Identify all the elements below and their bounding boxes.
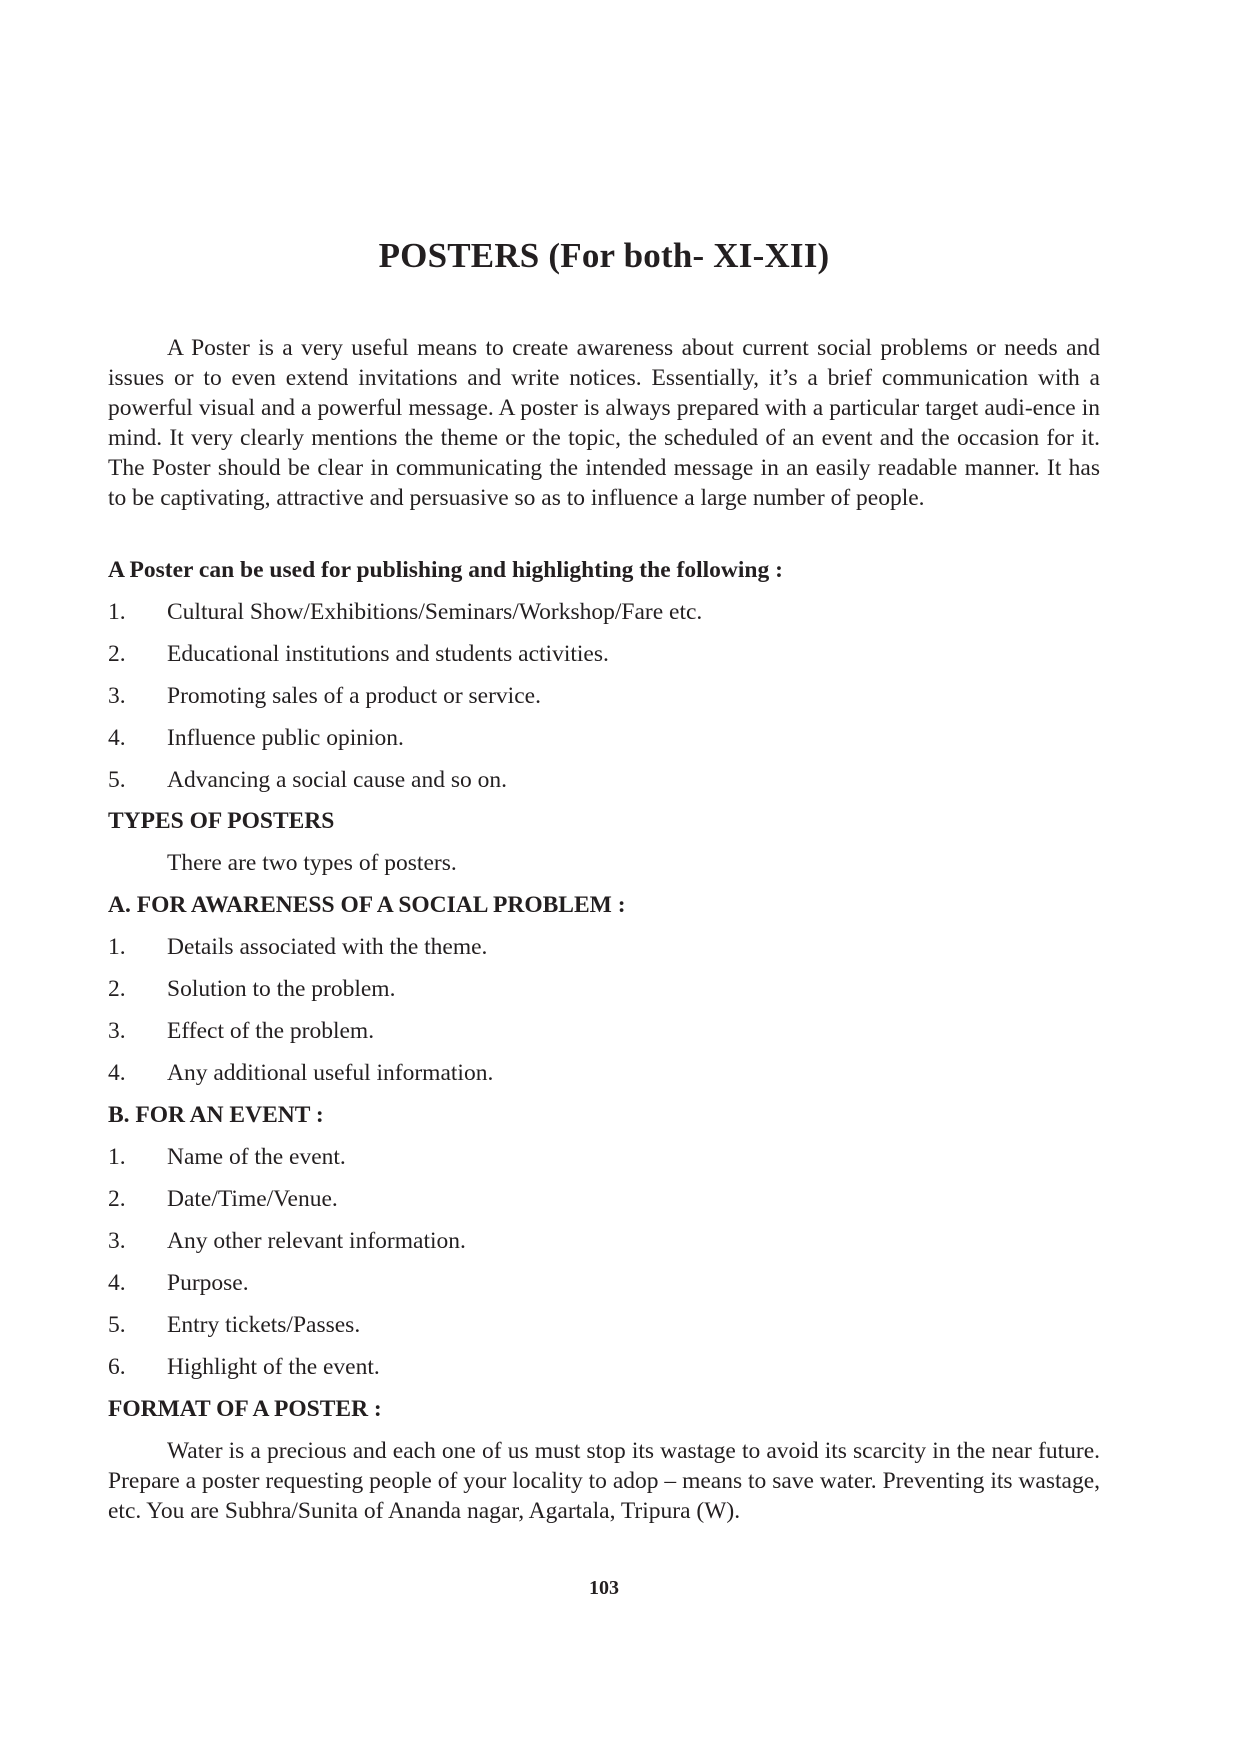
item-number: 4. (108, 725, 126, 751)
list-item (108, 932, 1100, 974)
list-item (108, 1184, 1100, 1226)
intro-paragraph: A Poster is a very useful means to create awareness about current social problems or needs and issues or to even extend invitations and write notices. Essentially, it’s a brief communication with a powerful visual and a powerful message. A poster is always prepared with a particular target audi-ence in mind. It very clearly mentions the theme or the topic, the scheduled of an event and the occasion for it. The Poster should be clear in communicating the intended message in an easily readable manner. It has to be captivating, attractive and persuasive so as to influence a large number of people. (108, 335, 1100, 511)
list-item (108, 639, 1100, 681)
item-text: Name of the event. (167, 1144, 346, 1170)
page-title: POSTERS (For both- XI-XII) (378, 236, 830, 275)
list-item (108, 1058, 1100, 1100)
item-text: Educational institutions and students activities. (167, 641, 609, 667)
item-number: 1. (108, 599, 126, 625)
item-text: Highlight of the event. (167, 1354, 380, 1380)
list-item (108, 1310, 1100, 1352)
format-section (108, 1394, 1100, 1526)
item-text: Entry tickets/Passes. (167, 1312, 361, 1338)
item-number: 5. (108, 1312, 126, 1338)
uses-list (108, 597, 1100, 807)
uses-section (108, 555, 1100, 807)
item-number: 2. (108, 1186, 126, 1212)
item-number: 2. (108, 641, 126, 667)
item-number: 3. (108, 1228, 126, 1254)
format-heading: FORMAT OF A POSTER : (108, 1396, 382, 1422)
list-item (108, 1352, 1100, 1394)
item-number: 1. (108, 934, 126, 960)
awareness-list (108, 932, 1100, 1100)
list-item (108, 681, 1100, 723)
event-list (108, 1142, 1100, 1394)
types-section (108, 806, 1100, 878)
item-text: Details associated with the theme. (167, 934, 488, 960)
item-text: Promoting sales of a product or service. (167, 683, 541, 709)
item-text: Date/Time/Venue. (167, 1186, 338, 1212)
item-text: Effect of the problem. (167, 1018, 375, 1044)
item-number: 5. (108, 767, 126, 793)
types-heading: TYPES OF POSTERS (108, 808, 335, 834)
awareness-heading: A. FOR AWARENESS OF A SOCIAL PROBLEM : (108, 892, 626, 918)
list-item (108, 765, 1100, 807)
item-text: Influence public opinion. (167, 725, 404, 751)
item-number: 6. (108, 1354, 126, 1380)
item-number: 2. (108, 976, 126, 1002)
awareness-section (108, 890, 1100, 1100)
item-text: Advancing a social cause and so on. (167, 767, 507, 793)
item-number: 3. (108, 1018, 126, 1044)
item-text: Purpose. (167, 1270, 249, 1296)
event-section (108, 1100, 1100, 1394)
item-number: 3. (108, 683, 126, 709)
list-item (108, 1016, 1100, 1058)
list-item (108, 723, 1100, 765)
types-text: There are two types of posters. (167, 850, 457, 876)
item-number: 4. (108, 1270, 126, 1296)
item-text: Solution to the problem. (167, 976, 396, 1002)
event-heading: B. FOR AN EVENT : (108, 1102, 324, 1128)
uses-heading: A Poster can be used for publishing and highlighting the following : (108, 557, 783, 583)
list-item (108, 1268, 1100, 1310)
list-item (108, 1226, 1100, 1268)
item-number: 1. (108, 1144, 126, 1170)
item-text: Cultural Show/Exhibitions/Seminars/Workshop/Fare etc. (167, 599, 703, 625)
item-number: 4. (108, 1060, 126, 1086)
list-item (108, 1142, 1100, 1184)
list-item (108, 974, 1100, 1016)
list-item (108, 597, 1100, 639)
item-text: Any additional useful information. (167, 1060, 494, 1086)
item-text: Any other relevant information. (167, 1228, 466, 1254)
format-paragraph: Water is a precious and each one of us must stop its wastage to avoid its scarcity in the near future. Prepare a poster requesting people of your locality to adop – means to save water. Preventing its wastage, etc. You are Subhra/Sunita of Ananda nagar, Agartala, Tripura (W). (108, 1438, 1100, 1524)
page-number: 103 (589, 1577, 619, 1599)
